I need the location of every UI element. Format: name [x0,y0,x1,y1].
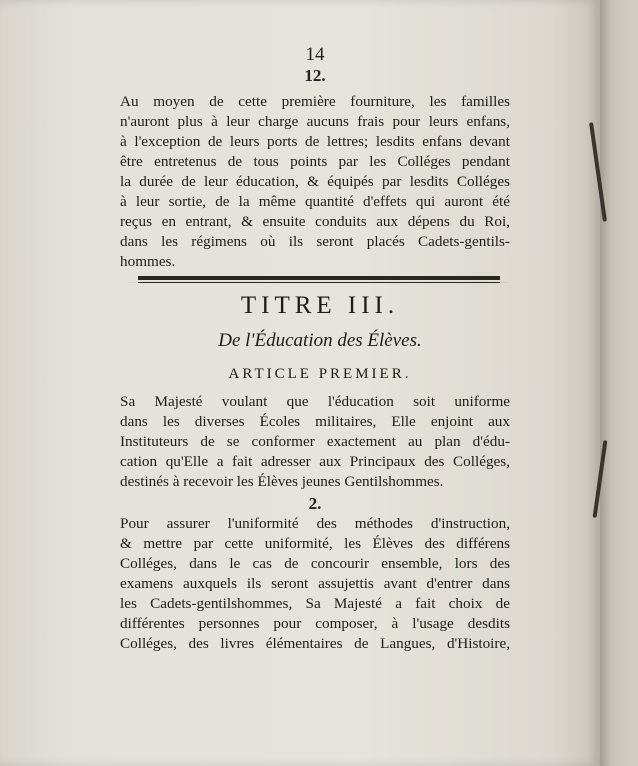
text-line: hommes. [120,253,176,270]
text-line: la durée de leur éducation, & équipés par lesdits Colléges [120,173,510,190]
section-number-12: 12. [304,66,326,85]
article-heading: ARTICLE PREMIER. [228,366,412,382]
heading-rule-thick [138,276,500,280]
text-line: Colléges, dans le cas de concourir ensemble, lors des [120,555,510,572]
titre-subtitle: De l'Éducation des Élèves. [218,330,422,351]
article-2-paragraph [120,514,510,654]
text-line: destinés à recevoir les Élèves jeunes Gentilshommes. [120,473,444,490]
text-line: reçus en entrant, & ensuite conduits aux dépens du Roi, [120,213,510,230]
text-line: n'auront plus à leur charge aucuns frais pour leurs enfans, [120,113,510,130]
text-line: Au moyen de cette première fourniture, les familles [120,93,510,110]
page-edge [600,0,638,766]
section-12-paragraph [120,92,510,272]
page-number: 14 [305,44,325,65]
heading-rule-thin [138,282,500,283]
text-line: & mettre par cette uniformité, les Élèves des différens [120,535,510,552]
text-line: à l'exception de leurs ports de lettres; lesdits enfans devant [120,133,510,150]
text-line: cation qu'Elle a fait adresser aux Principaux des Colléges, [120,453,510,470]
text-line: examens auxquels ils seront assujettis avant d'entrer dans [120,575,510,592]
text-line: à leur sortie, de la même quantité d'effets qui auront été [120,193,510,210]
text-line: dans les diverses Écoles militaires, Elle enjoint aux [120,413,510,430]
article-number-2: 2. [308,494,322,513]
titre-heading: TITRE III. [240,292,400,319]
text-line: différentes personnes pour composer, à l'usage desdits [120,615,510,632]
text-line: être entretenus de tous points par les Colléges pendant [120,153,510,170]
text-line: les Cadets-gentilshommes, Sa Majesté a fait choix de [120,595,510,612]
text-line: Instituteurs de se conformer exactement au plan d'édu- [120,433,510,450]
text-line: Sa Majesté voulant que l'éducation soit uniforme [120,393,510,410]
text-line: Pour assurer l'uniformité des méthodes d'instruction, [120,515,510,532]
text-line: Colléges, des livres élémentaires de Langues, d'Histoire, [120,635,510,652]
article-1-paragraph [120,392,510,492]
text-line: dans les régimens où ils seront placés Cadets-gentils- [120,233,510,250]
